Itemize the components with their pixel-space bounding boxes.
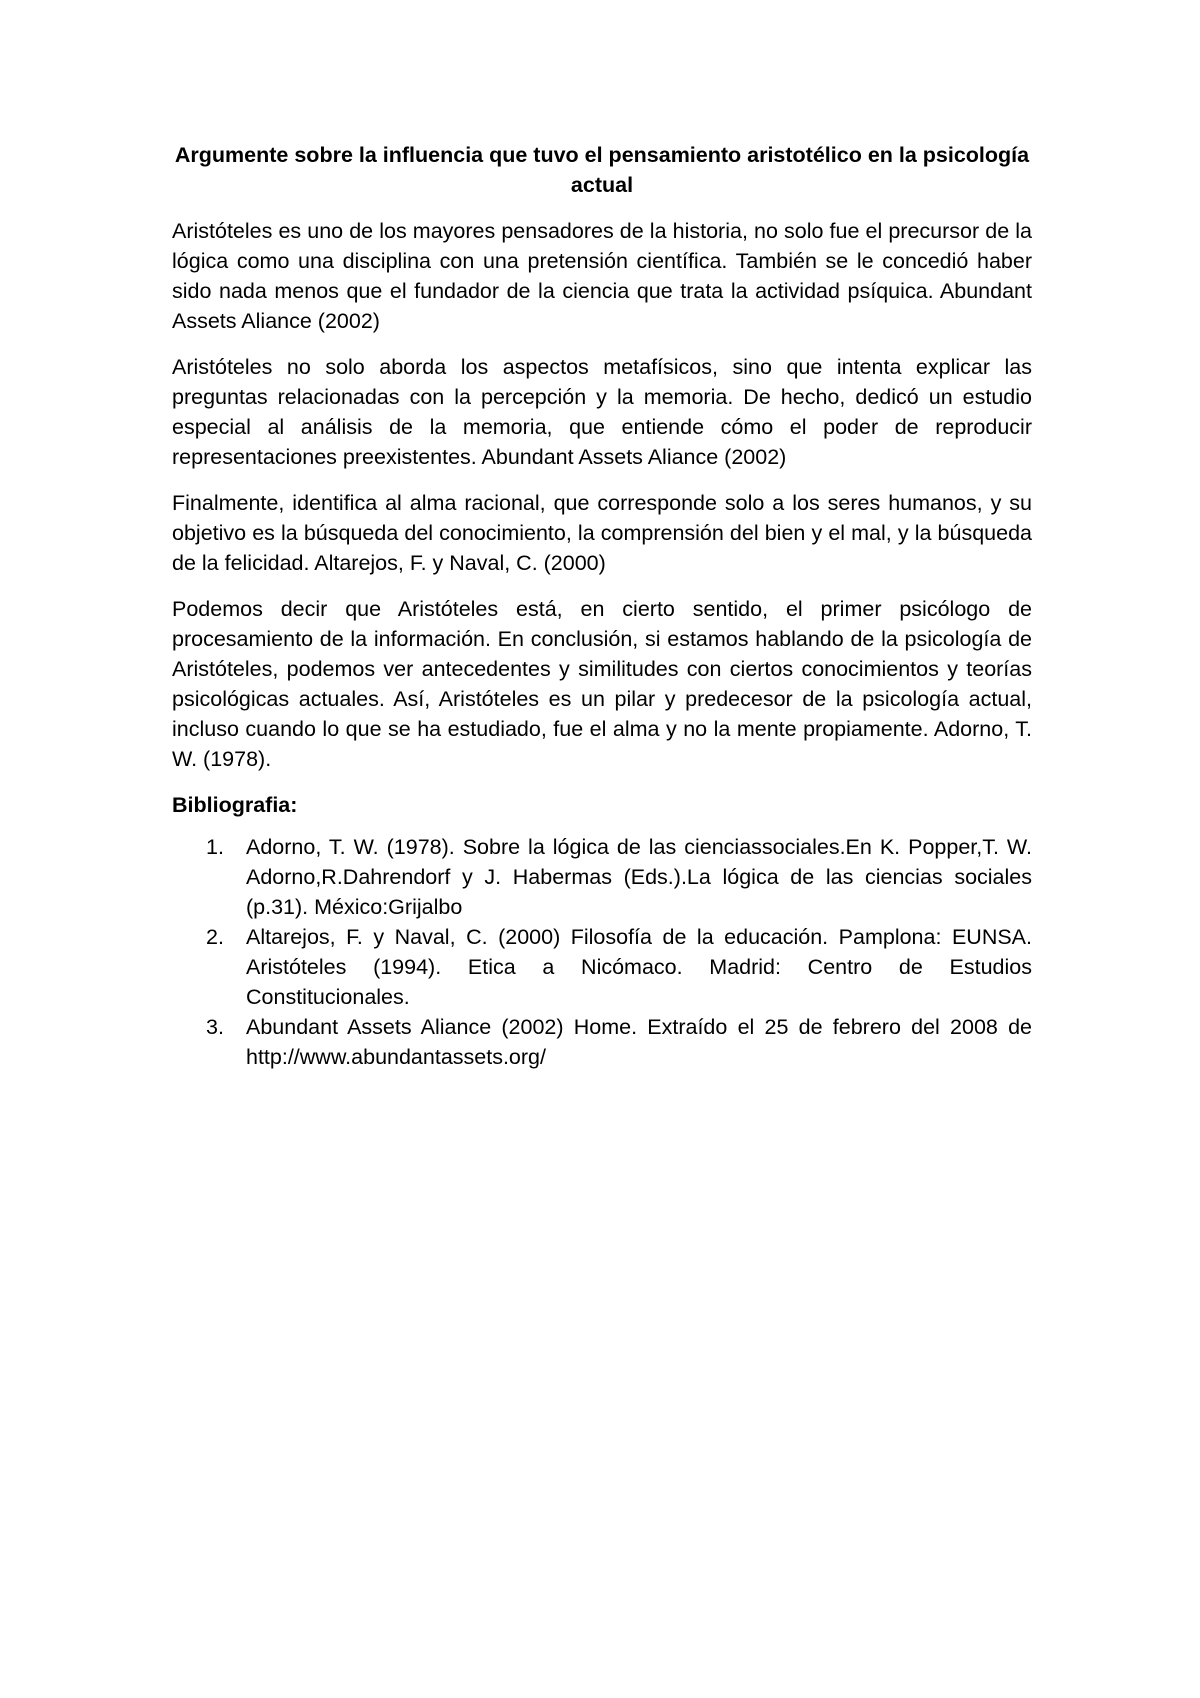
- paragraph-1: Aristóteles es uno de los mayores pensadores de la historia, no solo fue el precursor de la lógica como una disciplina con una pretensión científica. También se le concedió haber sido nada menos que el fundador de la ciencia que trata la actividad psíquica. Abundant Assets Aliance (2002): [172, 219, 1032, 333]
- bibliography-item: [172, 922, 1032, 1012]
- bibliography-item: [172, 1012, 1032, 1072]
- paragraph-4: Podemos decir que Aristóteles está, en cierto sentido, el primer psicólogo de procesamiento de la información. En conclusión, si estamos hablando de la psicología de Aristóteles, podemos ver antecedentes y similitudes con ciertos conocimientos y teorías psicológicas actuales. Así, Aristóteles es un pilar y predecesor de la psicología actual, incluso cuando lo que se ha estudiado, fue el alma y no la mente propiamente. Adorno, T. W. (1978).: [172, 597, 1032, 771]
- bibliography-item-text: Altarejos, F. y Naval, C. (2000) Filosofía de la educación. Pamplona: EUNSA. Aristóteles (1994). Etica a Nicómaco. Madrid: Centro de Estudios Constitucionales.: [246, 925, 1032, 1009]
- document-page: [172, 140, 1032, 1072]
- paragraph-2: Aristóteles no solo aborda los aspectos metafísicos, sino que intenta explicar las preguntas relacionadas con la percepción y la memoria. De hecho, dedicó un estudio especial al análisis de la memoria, que entiende cómo el poder de reproducir representaciones preexistentes. Abundant Assets Aliance (2002): [172, 355, 1032, 469]
- bibliography-item-number: 3.: [206, 1015, 224, 1039]
- bibliography-item-text: Abundant Assets Aliance (2002) Home. Extraído el 25 de febrero del 2008 de http://www.abundantassets.org/: [246, 1015, 1032, 1069]
- bibliography-item-number: 1.: [206, 835, 224, 859]
- paragraph-3: Finalmente, identifica al alma racional, que corresponde solo a los seres humanos, y su objetivo es la búsqueda del conocimiento, la comprensión del bien y el mal, y la búsqueda de la felicidad. Altarejos, F. y Naval, C. (2000): [172, 491, 1032, 575]
- bibliography-item-text: Adorno, T. W. (1978). Sobre la lógica de las cienciassociales.En K. Popper,T. W. Adorno,R.Dahrendorf y J. Habermas (Eds.).La lógica de las ciencias sociales (p.31). México:Grijalbo: [246, 835, 1032, 919]
- bibliography-heading: Bibliografia:: [172, 793, 298, 817]
- bibliography-list: [172, 832, 1032, 1072]
- document-title: Argumente sobre la influencia que tuvo el pensamiento aristotélico en la psicología actual: [174, 143, 1030, 197]
- bibliography-item: [172, 832, 1032, 922]
- bibliography-item-number: 2.: [206, 925, 224, 949]
